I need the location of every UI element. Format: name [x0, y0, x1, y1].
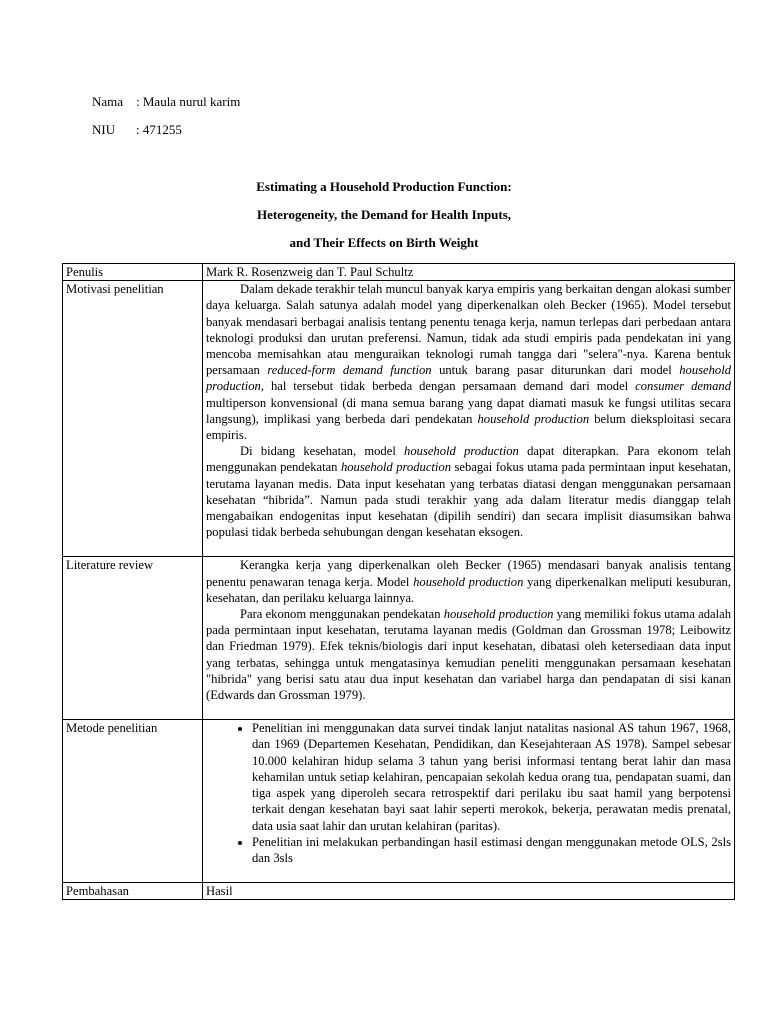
row-metode — [63, 720, 735, 883]
motivasi-paragraph-1: Dalam dekade terakhir telah muncul banyak karya empiris yang berkaitan dengan alokasi sumber daya keluarga. Salah satunya adalah model yang diperkenalkan oleh Becker (1965). Model tersebut banyak mendasari berbagai analisis tentang penentu tenaga kerja, namun terlepas dari perbedaan antara teknologi produksi dan urutan preferensi. Namun, tidak ada studi empiris pada pendekatan ini yang mencoba memisahkan atau menguraikan teknologi rumah tangga dari "selera"-nya. Karena bentuk persamaan reduced-form demand function untuk barang pasar diturunkan dari model household production, hal tersebut tidak berbeda dengan persamaan demand dari model consumer demand multiperson konvensional (di mana semua barang yang dapat diamati masuk ke fungsi utilitas secara langsung), implikasi yang berbeda dari pendekatan household production belum dieksploitasi secara empiris. — [206, 282, 731, 443]
niu-value: : 471255 — [136, 122, 182, 137]
name-label: Nama — [92, 94, 124, 109]
niu-label: NIU — [92, 122, 116, 137]
label-literatur: Literature review — [63, 557, 203, 720]
row-pembahasan — [63, 883, 735, 900]
name-value: : Maula nurul karim — [136, 94, 241, 109]
label-penulis: Penulis — [63, 264, 203, 281]
value-penulis: Mark R. Rosenzweig dan T. Paul Schultz — [203, 264, 735, 281]
title-line-2: Heterogeneity, the Demand for Health Inputs, — [256, 207, 512, 222]
name-row — [92, 94, 240, 110]
row-motivasi — [63, 281, 735, 557]
literatur-paragraph-1: Kerangka kerja yang diperkenalkan oleh Becker (1965) mendasari banyak analisis tentang penentu penawaran tenaga kerja. Model household production yang diperkenalkan meliputi kesuburan, kesehatan, dan perilaku keluarga lainnya. — [206, 558, 731, 605]
metode-item: • Penelitian ini menggunakan data survei tindak lanjut natalitas nasional AS tahun 1967, 1968, dan 1969 (Departemen Kesehatan, Pendidikan, dan Kesejahteraan AS 1978). Sampel sebesar 10.000 kelahiran hidup selama 3 tahun yang berisi informasi tentang berat lahir dan masa kehamilan untuk setiap kelahiran, pencapaian sekolah kedua orang tua, pendapatan suami, dan tiga aspek yang diperoleh secara retrospektif dari perilaku ibu saat hamil yang berpotensi terkait dengan kesehatan bayi saat lahir seperti merokok, bekerja, perawatan medis prenatal, data usia saat lahir dan urutan kelahiran (paritas). — [252, 720, 731, 833]
niu-row — [92, 122, 182, 138]
label-motivasi: Motivasi penelitian — [63, 281, 203, 557]
motivasi-paragraph-2: Di bidang kesehatan, model household production dapat diterapkan. Para ekonom telah menggunakan pendekatan household production sebagai fokus utama pada permintaan input kesehatan, terutama layanan medis. Data input kesehatan yang terbatas diatasi dengan menggunakan persamaan kesehatan “hibrida”. Namun pada studi terakhir yang ada dalam literatur medis dianggap telah mengabaikan endogenitas input kesehatan (dipilih sendiri) dan secara implisit diasumsikan bahwa populasi tidak berbeda sehubungan dengan kesehatan eksogen. — [206, 444, 731, 540]
summary-table — [62, 263, 735, 900]
value-motivasi — [203, 281, 735, 557]
title-line-1: Estimating a Household Production Function: — [256, 179, 512, 194]
literatur-paragraph-2: Para ekonom menggunakan pendekatan household production yang memiliki fokus utama adalah pada permintaan input kesehatan, terutama layanan medis (Goldman dan Grossman 1978; Leibowitz dan Friedman 1979). Efek teknis/biologis dari input kesehatan, dibatasi oleh ketersediaan data input yang terbatas, sehingga untuk mengatasinya kemudian peneliti menggunakan persamaan kesehatan "hibrida" yang berisi satu atau dua input kesehatan dan variabel harga dan pendapatan di sisi kanan (Edwards dan Grossman 1979). — [206, 607, 731, 703]
value-pembahasan: Hasil — [203, 883, 735, 900]
metode-list — [206, 720, 731, 866]
label-metode: Metode penelitian — [63, 720, 203, 883]
label-pembahasan: Pembahasan — [63, 883, 203, 900]
title-line-3: and Their Effects on Birth Weight — [289, 235, 479, 250]
value-literatur — [203, 557, 735, 720]
row-penulis — [63, 264, 735, 281]
value-metode — [203, 720, 735, 883]
row-literatur — [63, 557, 735, 720]
metode-item: • Penelitian ini melakukan perbandingan hasil estimasi dengan menggunakan metode OLS, 2sls dan 3sls — [252, 834, 731, 866]
